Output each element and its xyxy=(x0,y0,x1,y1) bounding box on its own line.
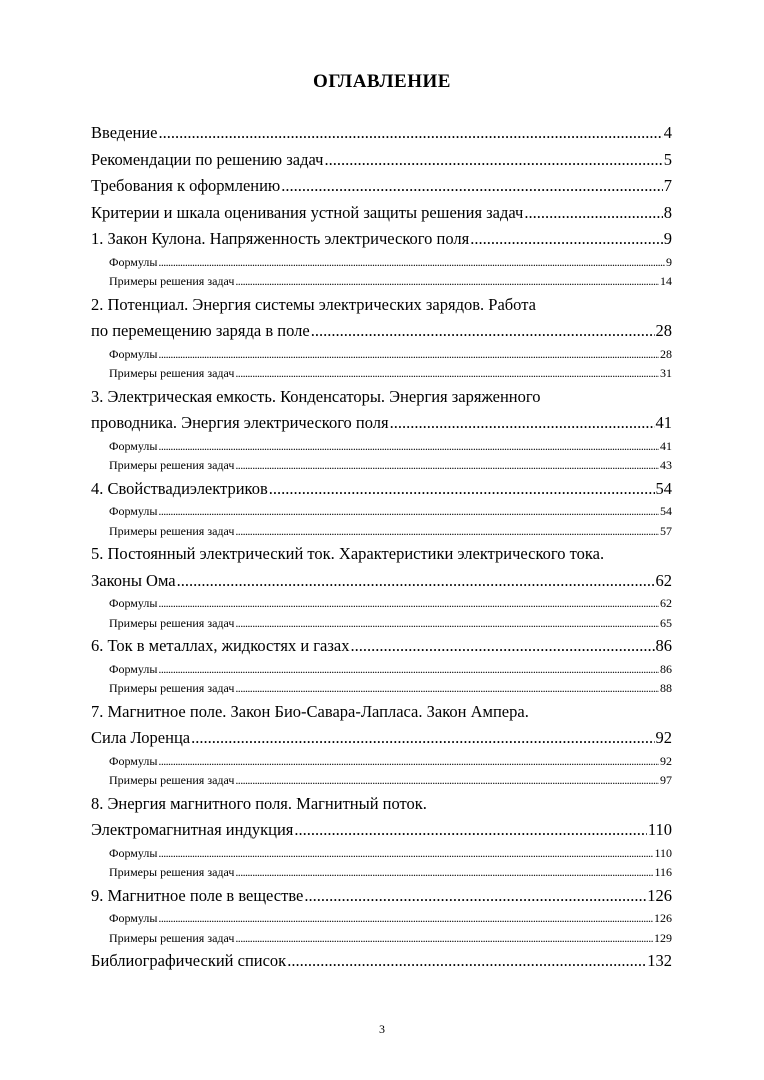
toc-subentry[interactable] xyxy=(91,594,672,614)
toc-entry[interactable] xyxy=(91,120,672,147)
toc-leader-dots xyxy=(350,633,654,660)
toc-entry-label: 7. Магнитное поле. Закон Био-Савара-Лапласа. Закон Ампера. xyxy=(91,701,529,721)
toc-subentry[interactable] xyxy=(91,253,672,273)
toc-entry-page-number: 62 xyxy=(660,596,672,610)
toc-entry-label: 1. Закон Кулона. Напряженность электрического поля xyxy=(91,229,470,248)
toc-leader-dots xyxy=(191,725,654,752)
toc-entry-page-number: 54 xyxy=(660,504,672,518)
toc-entry-label: Электромагнитная индукция xyxy=(91,820,294,839)
toc-entry-page-number: 41 xyxy=(655,413,672,432)
toc-heading-line[interactable] xyxy=(91,699,672,726)
toc-entry[interactable] xyxy=(91,410,672,437)
toc-entry-label: проводника. Энергия электрического поля xyxy=(91,413,389,432)
toc-leader-dots xyxy=(158,909,653,929)
toc-entry[interactable] xyxy=(91,725,672,752)
toc-subentry[interactable] xyxy=(91,771,672,791)
toc-heading-line[interactable] xyxy=(91,292,672,319)
toc-leader-dots xyxy=(311,318,655,345)
toc-subentry[interactable] xyxy=(91,614,672,634)
toc-entry-label: по перемещению заряда в поле xyxy=(91,321,310,340)
toc-entry-page-number: 57 xyxy=(660,523,672,538)
toc-leader-dots xyxy=(294,817,647,844)
toc-leader-dots xyxy=(158,660,659,680)
toc-subentry[interactable] xyxy=(91,679,672,699)
toc-leader-dots xyxy=(281,173,662,200)
toc-entry-page-number: 28 xyxy=(655,321,672,340)
toc-entry-label: 2. Потенциал. Энергия системы электрических зарядов. Работа xyxy=(91,294,536,314)
toc-entry-page-number: 116 xyxy=(654,865,672,879)
toc-entry-label: Формулы xyxy=(109,845,158,860)
toc-entry-page-number: 41 xyxy=(660,438,672,453)
toc-leader-dots xyxy=(235,679,659,699)
toc-leader-dots xyxy=(158,437,659,457)
toc-entry-page-number: 43 xyxy=(660,458,672,472)
toc-entry-page-number: 9 xyxy=(663,229,672,248)
toc-subentry[interactable] xyxy=(91,909,672,929)
toc-entry-page-number: 86 xyxy=(660,661,672,676)
toc-leader-dots xyxy=(470,226,663,253)
toc-entry-label: Формулы xyxy=(109,661,158,676)
toc-subentry[interactable] xyxy=(91,272,672,292)
toc-entry-label: 3. Электрическая емкость. Конденсаторы. Энергия заряженного xyxy=(91,386,541,406)
toc-leader-dots xyxy=(524,200,662,227)
toc-entry-page-number: 65 xyxy=(660,615,672,630)
toc-entry-label: Примеры решения задач xyxy=(109,274,235,288)
toc-leader-dots xyxy=(390,410,655,437)
toc-entry-page-number: 28 xyxy=(660,346,672,361)
toc-entry-page-number: 129 xyxy=(654,930,672,945)
toc-leader-dots xyxy=(304,883,646,910)
table-of-contents xyxy=(91,120,672,975)
toc-entry[interactable] xyxy=(91,476,672,503)
toc-leader-dots xyxy=(287,948,646,975)
toc-entry-page-number: 97 xyxy=(660,773,672,787)
toc-entry[interactable] xyxy=(91,226,672,253)
toc-subentry[interactable] xyxy=(91,929,672,949)
toc-entry[interactable] xyxy=(91,568,672,595)
toc-entry-page-number: 62 xyxy=(655,570,672,590)
toc-entry-label: Формулы xyxy=(109,753,158,768)
toc-leader-dots xyxy=(235,863,653,883)
toc-subentry[interactable] xyxy=(91,752,672,772)
toc-leader-dots xyxy=(158,844,653,864)
toc-heading-line[interactable] xyxy=(91,384,672,411)
toc-subentry[interactable] xyxy=(91,437,672,457)
toc-heading-line[interactable] xyxy=(91,791,672,818)
toc-subentry[interactable] xyxy=(91,502,672,522)
toc-leader-dots xyxy=(235,364,659,384)
toc-entry-label: Введение xyxy=(91,123,158,142)
toc-entry-label: Формулы xyxy=(109,596,158,610)
toc-entry-label: Критерии и шкала оценивания устной защиты решения задач xyxy=(91,202,524,222)
toc-leader-dots xyxy=(158,253,665,273)
toc-entry-label: 4. Свойствадиэлектриков xyxy=(91,478,268,498)
toc-heading-line[interactable] xyxy=(91,541,672,568)
toc-entry[interactable] xyxy=(91,318,672,345)
toc-entry-label: 8. Энергия магнитного поля. Магнитный поток. xyxy=(91,793,427,813)
toc-leader-dots xyxy=(235,522,659,542)
toc-leader-dots xyxy=(324,147,662,174)
toc-entry[interactable] xyxy=(91,633,672,660)
toc-entry-label: Примеры решения задач xyxy=(109,681,235,695)
toc-leader-dots xyxy=(235,614,659,634)
toc-entry-page-number: 9 xyxy=(666,254,672,269)
toc-entry-page-number: 126 xyxy=(647,885,672,905)
toc-leader-dots xyxy=(235,456,659,476)
toc-entry-page-number: 86 xyxy=(655,636,672,655)
toc-entry-label: Формулы xyxy=(109,254,158,269)
toc-leader-dots xyxy=(158,752,659,772)
toc-leader-dots xyxy=(177,568,655,595)
toc-entry-label: Сила Лоренца xyxy=(91,728,191,747)
toc-entry[interactable] xyxy=(91,883,672,910)
toc-entry-page-number: 31 xyxy=(660,366,672,380)
toc-entry-label: Формулы xyxy=(109,911,158,925)
toc-entry-page-number: 8 xyxy=(663,202,672,222)
toc-entry[interactable] xyxy=(91,173,672,200)
toc-entry-label: Рекомендации по решению задач xyxy=(91,149,324,169)
toc-entry-label: Формулы xyxy=(109,504,158,518)
toc-entry-label: Примеры решения задач xyxy=(109,615,235,630)
toc-entry[interactable] xyxy=(91,948,672,975)
toc-entry-label: Формулы xyxy=(109,438,158,453)
toc-subentry[interactable] xyxy=(91,522,672,542)
page-title: ОГЛАВЛЕНИЕ xyxy=(313,71,451,92)
toc-entry-page-number: 14 xyxy=(660,274,672,288)
toc-leader-dots xyxy=(235,272,659,292)
toc-entry-label: Формулы xyxy=(109,346,158,361)
toc-entry-label: Требования к оформлению xyxy=(91,176,281,195)
toc-entry-label: Законы Ома xyxy=(91,570,176,590)
toc-entry-label: 5. Постоянный электрический ток. Характеристики электрического тока. xyxy=(91,544,605,563)
toc-entry-page-number: 88 xyxy=(660,681,672,695)
toc-entry-page-number: 126 xyxy=(654,911,672,925)
toc-entry-label: Примеры решения задач xyxy=(109,865,235,879)
toc-entry-page-number: 4 xyxy=(663,123,672,142)
toc-entry-label: Примеры решения задач xyxy=(109,366,235,380)
toc-entry-page-number: 5 xyxy=(663,149,672,169)
toc-subentry[interactable] xyxy=(91,863,672,883)
toc-entry-label: 6. Ток в металлах, жидкостях и газах xyxy=(91,636,350,655)
toc-entry-page-number: 110 xyxy=(647,820,672,839)
toc-leader-dots xyxy=(159,120,663,147)
toc-entry-page-number: 132 xyxy=(647,951,672,970)
toc-leader-dots xyxy=(158,345,659,365)
page-number: 3 xyxy=(379,1022,385,1036)
toc-subentry[interactable] xyxy=(91,364,672,384)
toc-subentry[interactable] xyxy=(91,660,672,680)
toc-entry-page-number: 110 xyxy=(654,845,672,860)
toc-entry-page-number: 7 xyxy=(663,176,672,195)
toc-leader-dots xyxy=(269,476,655,503)
toc-entry[interactable] xyxy=(91,817,672,844)
toc-leader-dots xyxy=(158,594,659,614)
toc-entry-page-number: 54 xyxy=(655,478,672,498)
toc-leader-dots xyxy=(235,929,653,949)
toc-entry-label: Примеры решения задач xyxy=(109,930,235,945)
toc-entry-label: Библиографический список xyxy=(91,951,287,970)
toc-entry-label: 9. Магнитное поле в веществе xyxy=(91,885,304,905)
toc-subentry[interactable] xyxy=(91,456,672,476)
toc-leader-dots xyxy=(158,502,659,522)
toc-entry[interactable] xyxy=(91,200,672,227)
toc-entry-page-number: 92 xyxy=(660,753,672,768)
toc-entry-label: Примеры решения задач xyxy=(109,523,235,538)
toc-entry-label: Примеры решения задач xyxy=(109,773,235,787)
toc-entry-label: Примеры решения задач xyxy=(109,458,235,472)
toc-entry-page-number: 92 xyxy=(655,728,672,747)
toc-subentry[interactable] xyxy=(91,345,672,365)
toc-subentry[interactable] xyxy=(91,844,672,864)
toc-leader-dots xyxy=(235,771,659,791)
toc-entry[interactable] xyxy=(91,147,672,174)
